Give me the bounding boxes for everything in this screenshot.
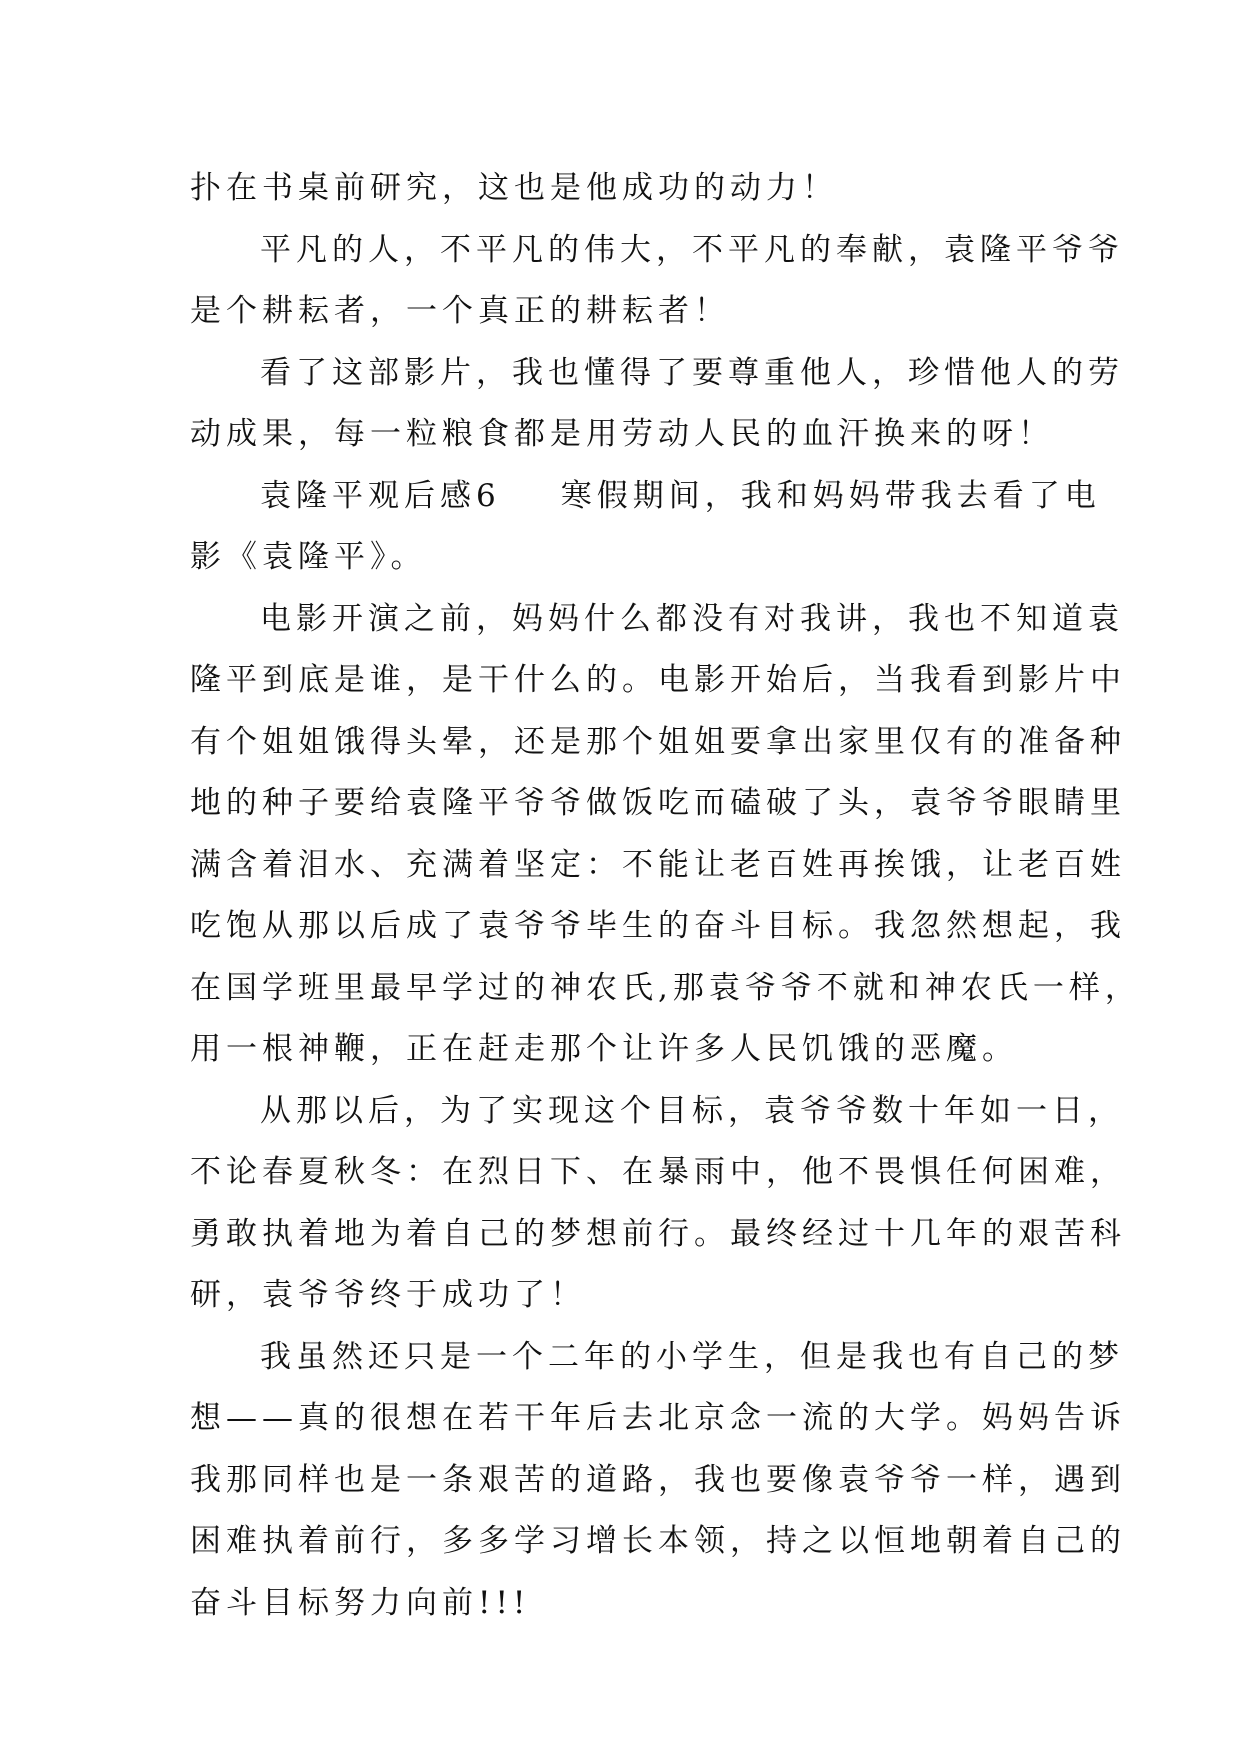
document-body <box>190 158 1141 1634</box>
section-title: 袁隆平观后感6 <box>260 477 501 514</box>
text-line: 研，袁爷爷终于成功了！ <box>190 1277 586 1313</box>
text-line: 想——真的很想在若干年后去北京念一流的大学。妈妈告诉 <box>190 1400 1126 1436</box>
text-line: 吃饱从那以后成了袁爷爷毕生的奋斗目标。我忽然想起，我 <box>190 908 1126 944</box>
text-line: 是个耕耘者，一个真正的耕耘者！ <box>190 293 730 329</box>
paragraph-start-line: 电影开演之前，妈妈什么都没有对我讲，我也不知道袁 <box>260 600 1124 637</box>
text-line: 在国学班里最早学过的神农氏,那袁爷爷不就和神农氏一样， <box>190 969 1141 1006</box>
paragraph-start-line: 从那以后，为了实现这个目标，袁爷爷数十年如一日， <box>260 1092 1124 1129</box>
text-line: 奋斗目标努力向前!!! <box>190 1584 531 1621</box>
text-line: 扑在书桌前研究，这也是他成功的动力！ <box>190 170 838 206</box>
text-line: 动成果，每一粒粮食都是用劳动人民的血汗换来的呀！ <box>190 416 1054 452</box>
paragraph-start-line: 我虽然还只是一个二年的小学生，但是我也有自己的梦 <box>260 1338 1124 1375</box>
text-line: 有个姐姐饿得头晕，还是那个姐姐要拿出家里仅有的准备种 <box>190 723 1126 760</box>
text-line: 隆平到底是谁，是干什么的。电影开始后，当我看到影片中 <box>190 662 1126 698</box>
paragraph-start-line: 看了这部影片，我也懂得了要尊重他人，珍惜他人的劳 <box>260 354 1124 391</box>
text-line: 不论春夏秋冬：在烈日下、在暴雨中，他不畏惧任何困难， <box>190 1154 1126 1190</box>
text-line: 满含着泪水、充满着坚定：不能让老百姓再挨饿，让老百姓 <box>190 846 1126 883</box>
text-line: 地的种子要给袁隆平爷爷做饭吃而磕破了头，袁爷爷眼睛里 <box>190 785 1126 821</box>
text-line: 用一根神鞭，正在赶走那个让许多人民饥饿的恶魔。 <box>190 1031 1018 1067</box>
text-line: 困难执着前行，多多学习增长本领，持之以恒地朝着自己的 <box>190 1523 1126 1559</box>
text-line: 影《袁隆平》。 <box>190 539 427 575</box>
paragraph-start-line: 平凡的人，不平凡的伟大，不平凡的奉献，袁隆平爷爷 <box>260 231 1124 268</box>
section-heading-line <box>190 466 1101 528</box>
section-first-line: 寒假期间，我和妈妈带我去看了电 <box>560 477 1101 514</box>
text-line: 我那同样也是一条艰苦的道路，我也要像袁爷爷一样，遇到 <box>190 1461 1126 1498</box>
text-line: 勇敢执着地为着自己的梦想前行。最终经过十几年的艰苦科 <box>190 1215 1126 1252</box>
